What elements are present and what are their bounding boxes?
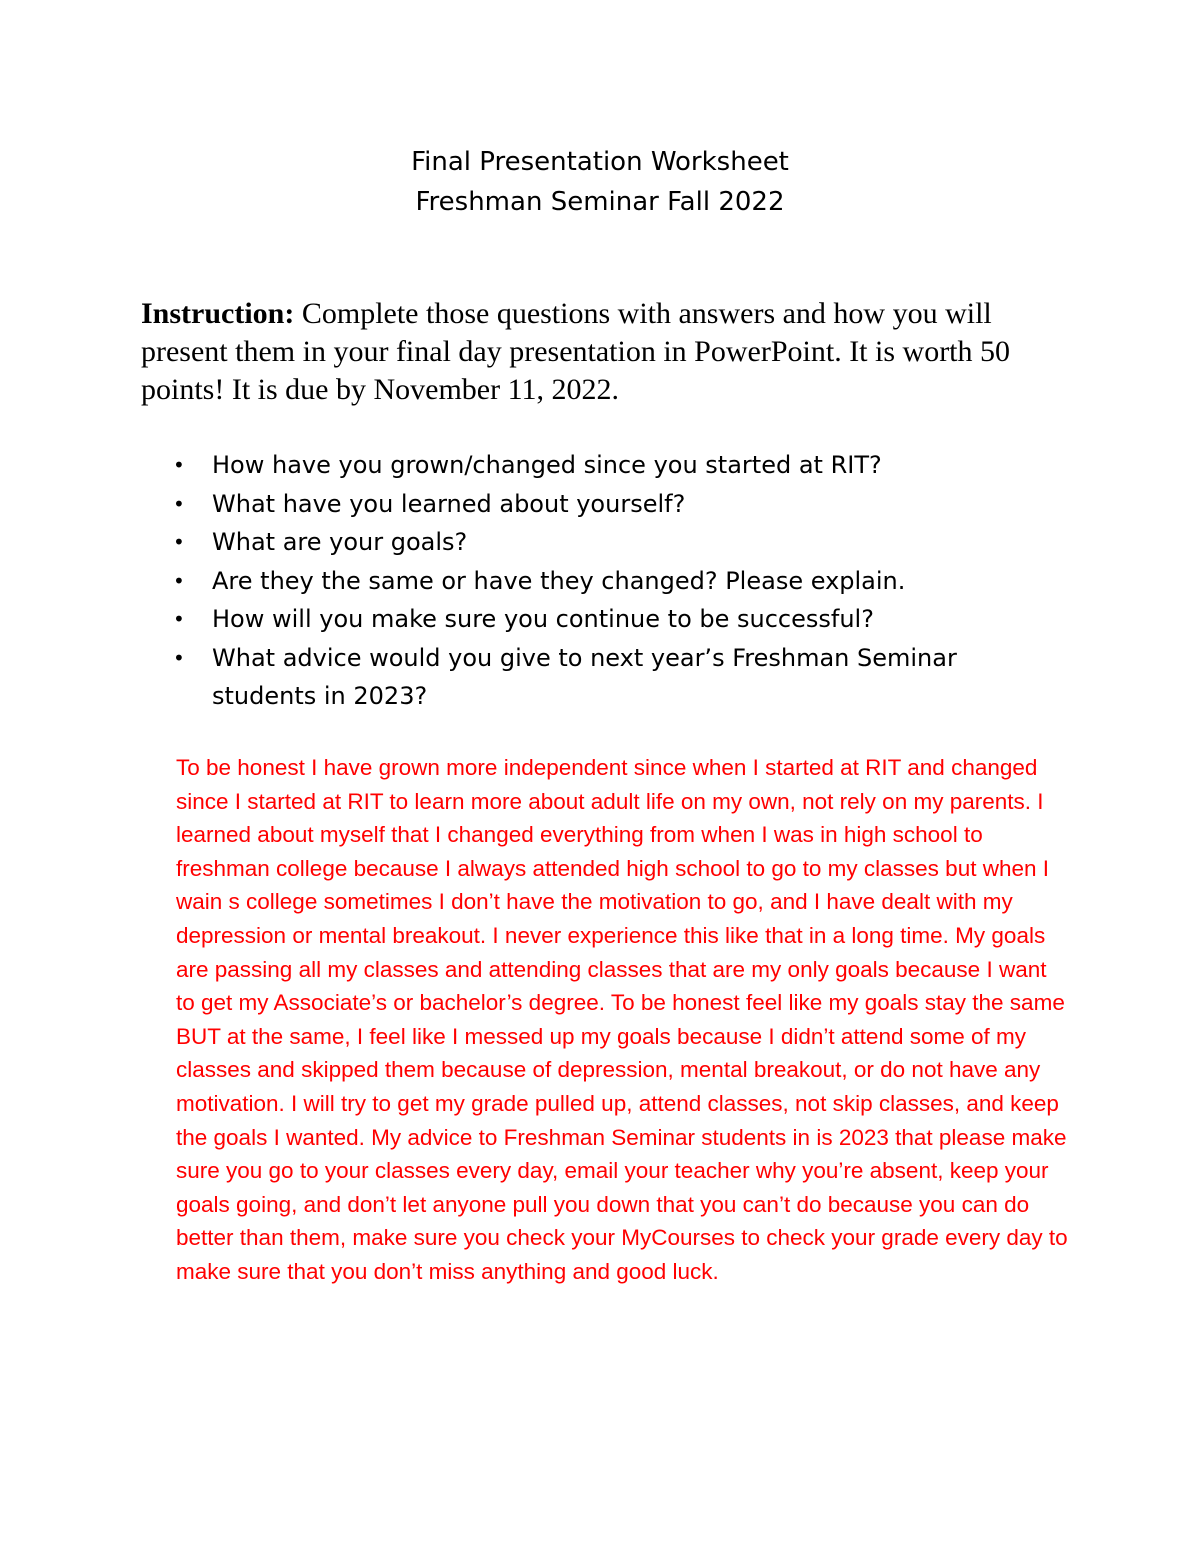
question-text: What are your goals? (212, 528, 468, 556)
list-item (170, 562, 1050, 601)
question-text: Are they the same or have they changed? Please explain. (212, 566, 906, 595)
document-subtitle: Freshman Seminar Fall 2022 (415, 187, 785, 217)
instruction-label: Instruction: (141, 297, 295, 330)
list-item (170, 523, 1050, 562)
question-text: What have you learned about yourself? (212, 489, 686, 518)
bullet-icon: • (173, 645, 185, 670)
bullet-icon: • (173, 530, 185, 554)
list-item (170, 485, 1050, 524)
bullet-icon: • (173, 607, 185, 631)
list-item (170, 639, 1050, 716)
question-list (170, 446, 1050, 716)
list-item (170, 600, 1050, 639)
bullet-icon: • (173, 453, 185, 477)
question-text: How have you grown/changed since you started at RIT? (212, 451, 882, 479)
question-text: How will you make sure you continue to be successful? (212, 605, 874, 633)
list-item (170, 446, 1050, 485)
document-title: Final Presentation Worksheet (411, 147, 789, 177)
instruction-paragraph (141, 295, 1071, 409)
bullet-icon: • (173, 491, 185, 516)
question-text: What advice would you give to next year’s Freshman Seminar students in 2023? (212, 643, 957, 710)
document-header (0, 142, 1200, 222)
answer-paragraph: To be honest I have grown more independent since when I started at RIT and changed since I started at RIT to learn more about adult life on my own, not rely on my parents. I learned about myself that I changed everything from when I was in high school to freshman college because I always attended high school to go to my classes but when I wain s college sometimes I don’t have the motivation to go, and I have dealt with my depression or mental breakout. I never experience this like that in a long time. My goals are passing all my classes and attending classes that are my only goals because I want to get my Associate’s or bachelor’s degree. To be honest feel like my goals stay the same BUT at the same, I feel like I messed up my goals because I didn’t attend some of my classes and skipped them because of depression, mental breakout, or do not have any motivation. I will try to get my grade pulled up, attend classes, not skip classes, and keep the goals I wanted. My advice to Freshman Seminar students in is 2023 that please make sure you go to your classes every day, email your teacher why you’re absent, keep your goals going, and don’t let anyone pull you down that you can’t do because you can do better than them, make sure you check your MyCourses to check your grade every day to make sure that you don’t miss anything and good luck. (176, 755, 1068, 1284)
bullet-icon: • (173, 568, 185, 593)
instruction-text: Complete those questions with answers and how you will present them in your final day presentation in PowerPoint. It is worth 50 points! It is due by November 11, 2022. (141, 297, 1011, 406)
